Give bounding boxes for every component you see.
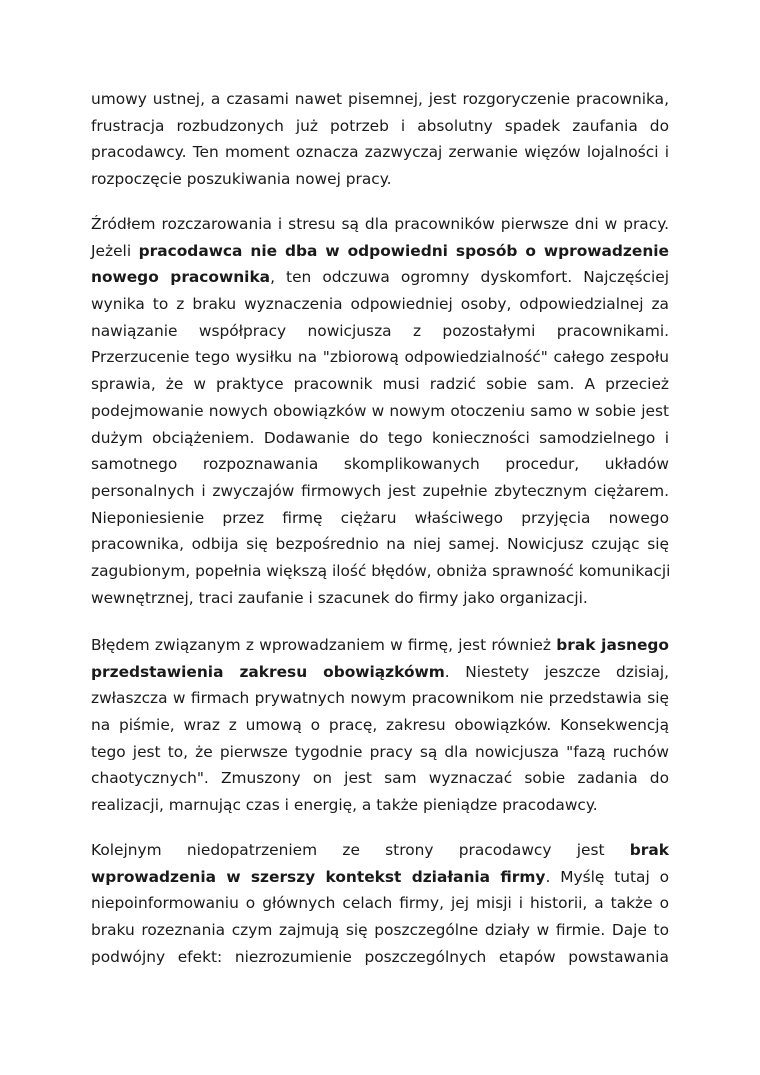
text-line: personalnych i zwyczajów firmowych jest zupełnie zbytecznym ciężarem. — [91, 481, 669, 500]
text-line: Nieponiesienie przez firmę ciężaru właściwego przyjęcia nowego — [91, 508, 669, 527]
text-line: Przerzucenie tego wysiłku na "zbiorową odpowiedzialność" całego zespołu — [91, 348, 669, 367]
text-line: sprawia, że w praktyce pracownik musi radzić sobie sam. A przecież — [91, 375, 669, 394]
paragraph-3 — [91, 632, 669, 819]
text-line: zagubionym, popełnia większą ilość błędów, obniża sprawność komunikacji — [91, 561, 671, 580]
text-line: Kolejnym niedopatrzeniem ze strony pracodawcy jest brak — [91, 841, 669, 859]
emphasis-text: wprowadzenia w szerszy kontekst działania firmy — [91, 867, 546, 886]
text-line: umowy ustnej, a czasami nawet pisemnej, jest rozgoryczenie pracownika, — [91, 90, 669, 108]
text-line: chaotycznych". Zmuszony on jest sam wyznaczać sobie zadania do — [91, 769, 669, 788]
text-line: realizacji, marnując czas i energię, a także pieniądze pracodawcy. — [91, 796, 598, 815]
text-line: braku rozeznania czym zajmują się poszczególne działy w firmie. Daje to — [91, 921, 669, 940]
text-line: Błędem związanym z wprowadzaniem w firmę, jest również brak jasnego — [91, 636, 669, 654]
text-line: tego jest to, że pierwsze tygodnie pracy są dla nowicjusza "fazą ruchów — [91, 742, 669, 761]
text-line: przedstawienia zakresu obowiązkówm. Niestety jeszcze dzisiaj, — [91, 662, 669, 681]
text-line: wynika to z braku wyznaczenia odpowiedniej osoby, odpowiedzialnej za — [91, 295, 669, 314]
text-line: pracodawcy. Ten moment oznacza zazwyczaj zerwanie więzów lojalności i — [91, 143, 669, 162]
text-line: niepoinformowaniu o głównych celach firmy, jej misji i historii, a także o — [91, 894, 669, 913]
paragraph-4 — [91, 837, 669, 970]
text-line: zwłaszcza w firmach prywatnych nowym pracownikom nie przedstawia się — [91, 689, 669, 708]
text-line: dużym obciążeniem. Dodawanie do tego konieczności samodzielnego i — [91, 428, 669, 447]
emphasis-text: przedstawienia zakresu obowiązkówm — [91, 662, 445, 681]
text-line: pracownika, odbija się bezpośrednio na niej samej. Nowicjusz czując się — [91, 535, 669, 554]
paragraph-2 — [91, 211, 669, 611]
text-line: podwójny efekt: niezrozumienie poszczególnych etapów powstawania — [91, 947, 669, 966]
text-line: Jeżeli pracodawca nie dba w odpowiedni sposób o wprowadzenie — [91, 241, 669, 260]
text-line: rozpoczęcie poszukiwania nowej pracy. — [91, 170, 392, 189]
text-line: na piśmie, wraz z umową o pracę, zakresu obowiązków. Konsekwencją — [91, 716, 669, 735]
text-line: frustracja rozbudzonych już potrzeb i absolutny spadek zaufania do — [91, 116, 669, 135]
text-line: podejmowanie nowych obowiązków w nowym otoczeniu samo w sobie jest — [91, 401, 669, 420]
text-line: wewnętrznej, traci zaufanie i szacunek do firmy jako organizacji. — [91, 588, 588, 607]
paragraph-1 — [91, 86, 669, 193]
text-line: nawiązanie współpracy nowicjusza z pozostałymi pracownikami. — [91, 321, 669, 340]
text-line: wprowadzenia w szerszy kontekst działania firmy. Myślę tutaj o — [91, 867, 669, 886]
text-line: Źródłem rozczarowania i stresu są dla pracowników pierwsze dni w pracy. — [91, 215, 669, 233]
emphasis-text: nowego pracownika — [91, 268, 271, 287]
emphasis-text: brak — [629, 841, 669, 859]
text-line: samotnego rozpoznawania skomplikowanych procedur, układów — [91, 455, 669, 474]
emphasis-text: pracodawca nie dba w odpowiedni sposób o wprowadzenie — [138, 241, 669, 260]
text-line: nowego pracownika, ten odczuwa ogromny dyskomfort. Najczęściej — [91, 268, 669, 287]
emphasis-text: brak jasnego — [556, 636, 669, 654]
